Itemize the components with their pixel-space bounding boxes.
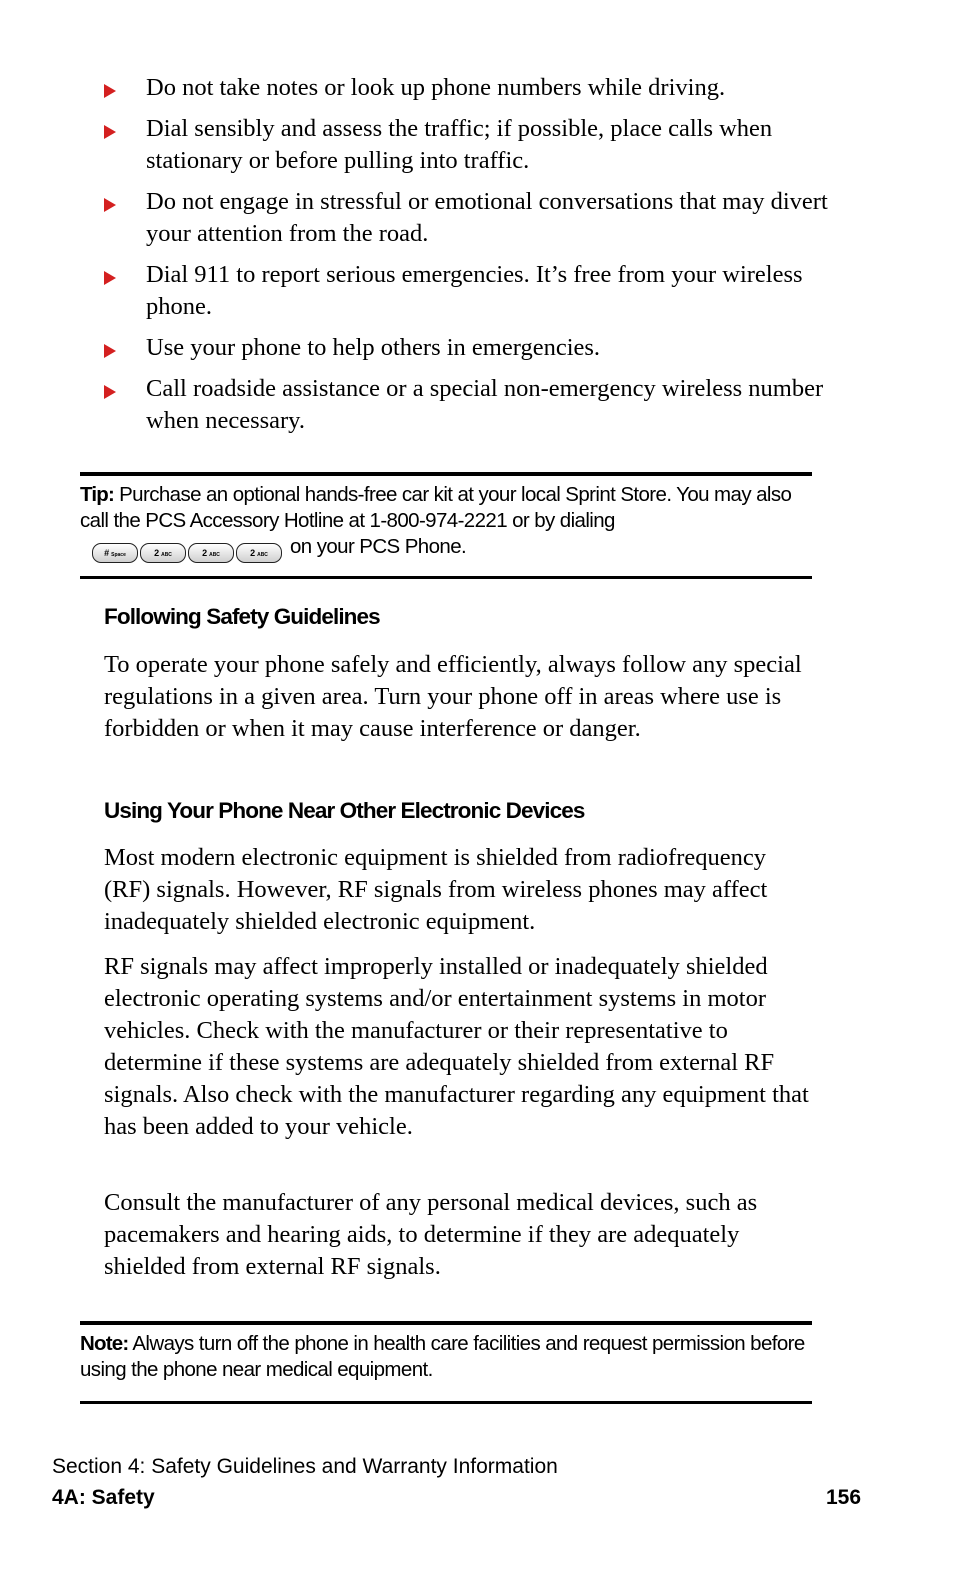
- bullet-text: Call roadside assistance or a special non-emergency wireless number when necessary.: [146, 375, 824, 434]
- note-text: [80, 1325, 812, 1383]
- list-item: [100, 72, 830, 104]
- pound-key-icon: # Space: [92, 543, 138, 563]
- driving-tips-list: [100, 72, 830, 446]
- paragraph: To operate your phone safely and efficiently, always follow any special regulations in a given area. Turn your phone off in areas where use is forbidden or when it may cause interference or danger.: [104, 651, 802, 742]
- bullet-arrow-icon: [104, 198, 116, 212]
- tip-text: [80, 476, 812, 563]
- two-key-icon: 2 ABC: [188, 543, 234, 563]
- note-callout: [80, 1321, 812, 1404]
- key-sequence: [92, 537, 284, 563]
- section-heading: Following Safety Guidelines: [104, 604, 380, 629]
- paragraph: RF signals may affect improperly installed or inadequately shielded electronic operating systems and/or entertainment systems in motor vehicles. Check with the manufacturer or their representative to determine if these systems are adequately shielded from external RF signals. Also check with the manufacturer regarding any equipment that has been added to your vehicle.: [104, 953, 809, 1140]
- bullet-text: Dial 911 to report serious emergencies. It’s free from your wireless phone.: [146, 261, 803, 320]
- tip-body-end: on your PCS Phone.: [290, 535, 467, 558]
- bullet-text: Do not engage in stressful or emotional conversations that may divert your attention from the road.: [146, 188, 828, 247]
- two-key-icon: 2 ABC: [236, 543, 282, 563]
- tip-label: Tip:: [80, 483, 114, 506]
- bullet-arrow-icon: [104, 271, 116, 285]
- bullet-arrow-icon: [104, 344, 116, 358]
- bullet-arrow-icon: [104, 125, 116, 139]
- footer-chapter: 4A: Safety: [52, 1486, 155, 1509]
- section-heading: Using Your Phone Near Other Electronic Devices: [104, 798, 585, 823]
- bullet-text: Dial sensibly and assess the traffic; if possible, place calls when stationary or before pulling into traffic.: [146, 115, 773, 174]
- list-item: [100, 186, 830, 250]
- page-number: 156: [826, 1486, 862, 1509]
- bullet-arrow-icon: [104, 385, 116, 399]
- list-item: [100, 332, 830, 364]
- tip-body: Purchase an optional hands-free car kit at your local Sprint Store. You may also call the PCS Accessory Hotline at 1-800-974-2221 or by dialing: [80, 483, 792, 532]
- footer-section-title: Section 4: Safety Guidelines and Warranty Information: [52, 1455, 558, 1478]
- note-body: Always turn off the phone in health care facilities and request permission before using the phone near medical equipment.: [80, 1332, 805, 1381]
- bullet-text: Do not take notes or look up phone numbers while driving.: [146, 74, 726, 101]
- list-item: [100, 259, 830, 323]
- two-key-icon: 2 ABC: [140, 543, 186, 563]
- paragraph: Consult the manufacturer of any personal medical devices, such as pacemakers and hearing aids, to determine if they are adequately shielded from external RF signals.: [104, 1189, 758, 1280]
- list-item: [100, 113, 830, 177]
- bullet-arrow-icon: [104, 84, 116, 98]
- bullet-text: Use your phone to help others in emergencies.: [146, 334, 601, 361]
- note-label: Note:: [80, 1332, 129, 1355]
- tip-callout: [80, 472, 812, 579]
- list-item: [100, 373, 830, 437]
- paragraph: Most modern electronic equipment is shielded from radiofrequency (RF) signals. However, RF signals from wireless phones may affect inadequately shielded electronic equipment.: [104, 844, 768, 935]
